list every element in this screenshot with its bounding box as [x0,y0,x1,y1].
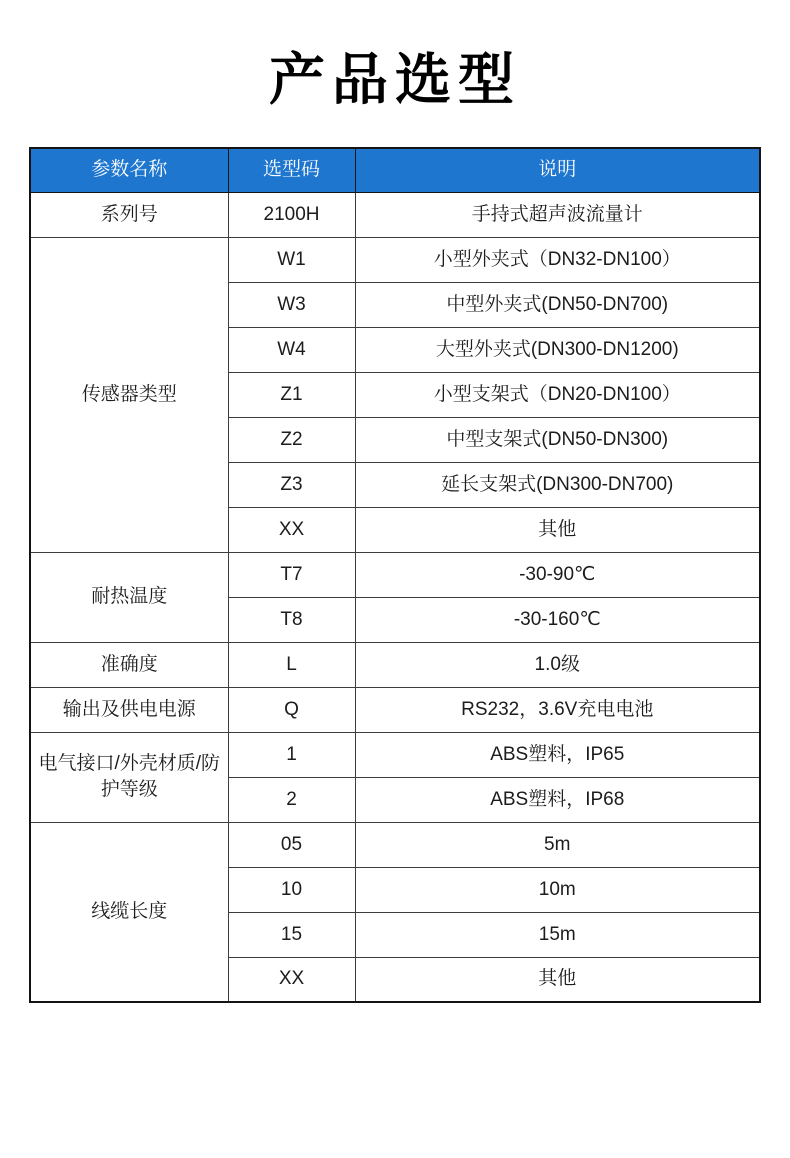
selection-code-cell: Z1 [228,372,355,417]
description-cell: 5m [355,822,760,867]
description-cell: 1.0级 [355,642,760,687]
parameter-name-cell: 电气接口/外壳材质/防护等级 [30,732,228,822]
description-cell: RS232，3.6V充电电池 [355,687,760,732]
description-cell: 小型外夹式（DN32-DN100） [355,237,760,282]
selection-code-cell: W1 [228,237,355,282]
parameter-name-cell: 系列号 [30,192,228,237]
parameter-name-cell: 线缆长度 [30,822,228,1002]
description-cell: 延长支架式(DN300-DN700) [355,462,760,507]
parameter-name-cell: 传感器类型 [30,237,228,552]
parameter-name-cell: 准确度 [30,642,228,687]
product-selection-table [29,147,761,1003]
description-cell: 大型外夹式(DN300-DN1200) [355,327,760,372]
column-header-description: 说明 [355,148,760,192]
selection-code-cell: 10 [228,867,355,912]
description-cell: 其他 [355,957,760,1002]
selection-code-cell: 2 [228,777,355,822]
column-header-selection-code: 选型码 [228,148,355,192]
selection-table-body [30,192,760,1002]
table-row [30,642,760,687]
selection-code-cell: 05 [228,822,355,867]
description-cell: 手持式超声波流量计 [355,192,760,237]
table-row [30,552,760,597]
selection-code-cell: XX [228,957,355,1002]
description-cell: 10m [355,867,760,912]
table-row [30,732,760,777]
selection-code-cell: Q [228,687,355,732]
description-cell: 中型支架式(DN50-DN300) [355,417,760,462]
table-header-row [30,148,760,192]
selection-code-cell: Z3 [228,462,355,507]
page-title: 产品选型 [269,48,521,111]
selection-code-cell: 2100H [228,192,355,237]
description-cell: 中型外夹式(DN50-DN700) [355,282,760,327]
selection-code-cell: T8 [228,597,355,642]
column-header-parameter-name: 参数名称 [30,148,228,192]
description-cell: -30-160℃ [355,597,760,642]
table-row [30,822,760,867]
description-cell: ABS塑料，IP68 [355,777,760,822]
table-row [30,687,760,732]
parameter-name-cell: 输出及供电电源 [30,687,228,732]
selection-code-cell: 1 [228,732,355,777]
description-cell: ABS塑料，IP65 [355,732,760,777]
description-cell: -30-90℃ [355,552,760,597]
selection-code-cell: T7 [228,552,355,597]
selection-code-cell: Z2 [228,417,355,462]
selection-code-cell: XX [228,507,355,552]
selection-code-cell: W3 [228,282,355,327]
selection-code-cell: W4 [228,327,355,372]
selection-code-cell: 15 [228,912,355,957]
description-cell: 其他 [355,507,760,552]
table-row [30,237,760,282]
selection-code-cell: L [228,642,355,687]
parameter-name-cell: 耐热温度 [30,552,228,642]
description-cell: 小型支架式（DN20-DN100） [355,372,760,417]
table-row [30,192,760,237]
description-cell: 15m [355,912,760,957]
